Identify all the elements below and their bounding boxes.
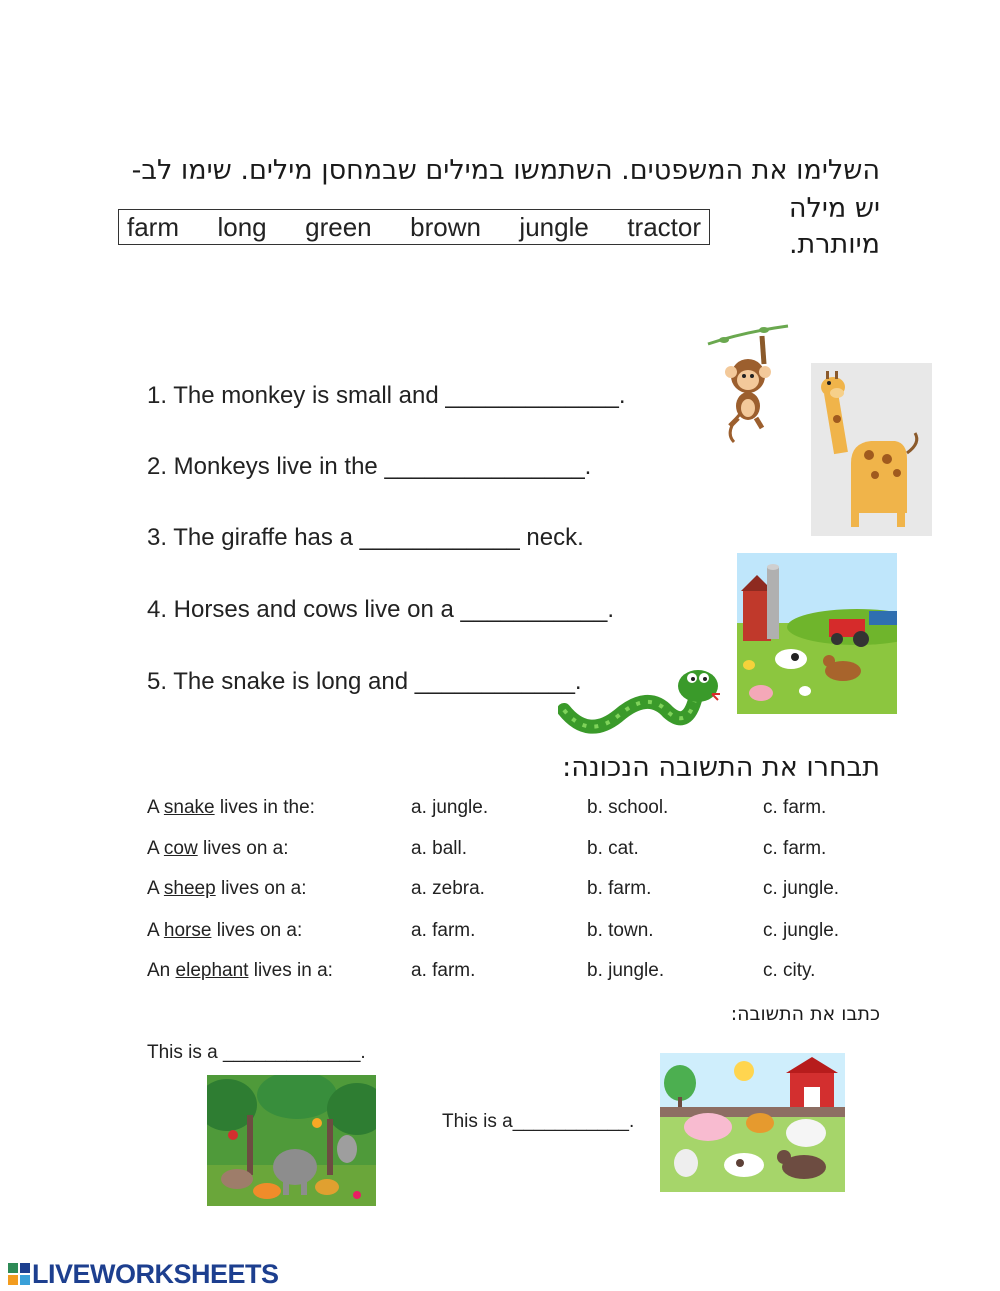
mc-question-pre: A <box>147 797 164 818</box>
mc-question <box>147 920 302 942</box>
choose-title: תבחרו את התשובה הנכונה: <box>562 752 880 783</box>
fill-in-question-3[interactable]: 3. The giraffe has a ____________ neck. <box>147 524 584 551</box>
mc-question-pre: A <box>147 838 164 859</box>
mc-question <box>147 960 333 982</box>
logo-text: LIVEWORKSHEETS <box>32 1258 279 1289</box>
mc-option-b[interactable]: b. town. <box>587 920 654 941</box>
instructions-line-2: יש מילה <box>788 193 880 224</box>
mc-option-c[interactable]: c. city. <box>763 960 816 981</box>
mc-question-pre: An <box>147 960 176 981</box>
mc-question-post: lives on a: <box>215 878 307 899</box>
word-bank-item: tractor <box>627 211 701 242</box>
mc-option-c[interactable]: c. jungle. <box>763 878 840 899</box>
mc-option-a[interactable]: a. ball. <box>411 838 467 859</box>
mc-question <box>147 838 289 860</box>
word-bank-item: brown <box>410 211 481 242</box>
snake-image <box>558 660 723 736</box>
mc-question-post: lives in the: <box>214 797 315 818</box>
mc-option-a[interactable]: a. jungle. <box>411 797 489 818</box>
farm-image <box>737 553 897 714</box>
jungle-image <box>207 1075 376 1206</box>
word-bank-item: long <box>217 211 267 242</box>
mc-option-b[interactable]: b. jungle. <box>587 960 665 981</box>
mc-question-post: lives on a: <box>211 920 303 941</box>
mc-row <box>147 878 867 906</box>
instructions-line-3: מיותרת. <box>788 229 880 260</box>
instructions-line-1: השלימו את המשפטים. השתמשו במילים שבמחסן מילים. שימו לב- <box>131 155 880 186</box>
mc-option-a[interactable]: a. zebra. <box>411 878 485 899</box>
mc-option-a[interactable]: a. farm. <box>411 960 476 981</box>
mc-question <box>147 797 315 819</box>
word-bank-item: green <box>305 211 372 242</box>
mc-animal: elephant <box>175 960 249 981</box>
write-title: כתבו את התשובה: <box>730 1003 880 1025</box>
mc-animal: cow <box>163 838 198 859</box>
mc-option-c[interactable]: c. jungle. <box>763 920 840 941</box>
giraffe-image <box>811 363 932 536</box>
mc-row <box>147 920 867 948</box>
mc-option-c[interactable]: c. farm. <box>763 797 827 818</box>
word-bank-item: jungle <box>519 211 589 242</box>
monkey-image <box>704 322 792 446</box>
mc-row <box>147 960 867 988</box>
logo-icon <box>8 1263 30 1285</box>
mc-question-pre: A <box>147 878 164 899</box>
fill-in-question-4[interactable]: 4. Horses and cows live on a ___________. <box>147 596 614 623</box>
fill-in-question-1[interactable]: 1. The monkey is small and _____________. <box>147 382 626 409</box>
fill-in-question-5[interactable]: 5. The snake is long and ____________. <box>147 668 582 695</box>
mc-option-c[interactable]: c. farm. <box>763 838 827 859</box>
mc-option-b[interactable]: b. farm. <box>587 878 652 899</box>
mc-question-post: lives in a: <box>248 960 333 981</box>
mc-row <box>147 797 867 825</box>
mc-question-pre: A <box>147 920 164 941</box>
mc-animal: horse <box>163 920 212 941</box>
write-answer-1[interactable]: This is a _____________. <box>147 1042 366 1063</box>
mc-option-b[interactable]: b. school. <box>587 797 669 818</box>
fill-in-question-2[interactable]: 2. Monkeys live in the _______________. <box>147 453 592 480</box>
word-bank <box>118 209 710 245</box>
farm-animals-image <box>660 1053 845 1192</box>
mc-row <box>147 838 867 866</box>
mc-question <box>147 878 307 900</box>
mc-option-a[interactable]: a. farm. <box>411 920 476 941</box>
word-bank-item: farm <box>127 211 179 242</box>
write-answer-2[interactable]: This is a___________. <box>442 1111 635 1132</box>
mc-question-post: lives on a: <box>197 838 289 859</box>
liveworksheets-logo[interactable] <box>8 1260 279 1288</box>
mc-animal: sheep <box>163 878 216 899</box>
mc-option-b[interactable]: b. cat. <box>587 838 639 859</box>
mc-animal: snake <box>163 797 215 818</box>
